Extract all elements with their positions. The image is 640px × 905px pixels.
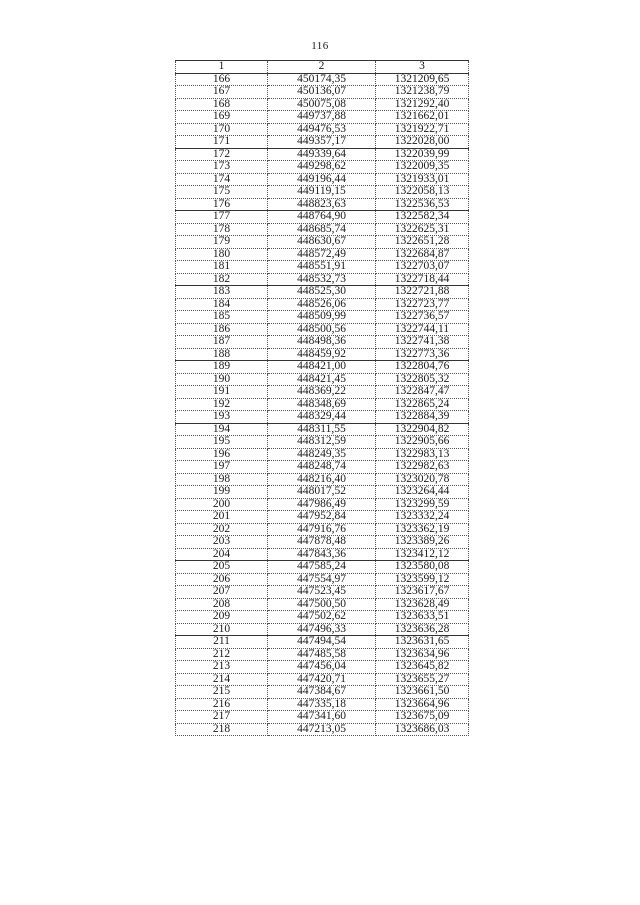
- table-row: [176, 223, 469, 236]
- table-row: [176, 111, 469, 124]
- table-row: [176, 698, 469, 711]
- x-coordinate-cell: 449339,64: [268, 148, 376, 161]
- table-row: [176, 186, 469, 199]
- x-coordinate-cell: 448509,99: [268, 311, 376, 324]
- point-number-cell: 212: [176, 648, 268, 661]
- x-coordinate-cell: 447585,24: [268, 561, 376, 574]
- y-coordinate-cell: 1323412,12: [376, 548, 469, 561]
- y-coordinate-cell: 1323580,08: [376, 561, 469, 574]
- y-coordinate-cell: 1322651,28: [376, 236, 469, 249]
- table-row: [176, 73, 469, 86]
- table-body: [176, 73, 469, 736]
- point-number-cell: 168: [176, 98, 268, 111]
- table-row: [176, 373, 469, 386]
- table-row: [176, 98, 469, 111]
- column-header-3: 3: [376, 61, 469, 74]
- point-number-cell: 189: [176, 361, 268, 374]
- table-row: [176, 648, 469, 661]
- y-coordinate-cell: 1322736,57: [376, 311, 469, 324]
- point-number-cell: 167: [176, 86, 268, 99]
- point-number-cell: 171: [176, 136, 268, 149]
- table-row: [176, 423, 469, 436]
- y-coordinate-cell: 1322058,13: [376, 186, 469, 199]
- table-row: [176, 448, 469, 461]
- x-coordinate-cell: 447843,36: [268, 548, 376, 561]
- x-coordinate-cell: 448312,59: [268, 436, 376, 449]
- table-row: [176, 636, 469, 649]
- x-coordinate-cell: 448017,52: [268, 486, 376, 499]
- y-coordinate-cell: 1322625,31: [376, 223, 469, 236]
- point-number-cell: 214: [176, 673, 268, 686]
- point-number-cell: 184: [176, 298, 268, 311]
- table-row: [176, 173, 469, 186]
- y-coordinate-cell: 1322723,77: [376, 298, 469, 311]
- table-row: [176, 711, 469, 724]
- point-number-cell: 218: [176, 723, 268, 736]
- y-coordinate-cell: 1321238,79: [376, 86, 469, 99]
- x-coordinate-cell: 450174,35: [268, 73, 376, 86]
- table-row: [176, 86, 469, 99]
- point-number-cell: 179: [176, 236, 268, 249]
- table-row: [176, 273, 469, 286]
- table-header-row: [176, 61, 469, 74]
- point-number-cell: 178: [176, 223, 268, 236]
- y-coordinate-cell: 1322982,63: [376, 461, 469, 474]
- y-coordinate-cell: 1323020,78: [376, 473, 469, 486]
- y-coordinate-cell: 1323617,67: [376, 586, 469, 599]
- point-number-cell: 196: [176, 448, 268, 461]
- x-coordinate-cell: 448216,40: [268, 473, 376, 486]
- y-coordinate-cell: 1322028,00: [376, 136, 469, 149]
- x-coordinate-cell: 448532,73: [268, 273, 376, 286]
- point-number-cell: 202: [176, 523, 268, 536]
- x-coordinate-cell: 447213,05: [268, 723, 376, 736]
- y-coordinate-cell: 1323389,26: [376, 536, 469, 549]
- x-coordinate-cell: 447554,97: [268, 573, 376, 586]
- point-number-cell: 215: [176, 686, 268, 699]
- page-number: 116: [311, 40, 329, 52]
- x-coordinate-cell: 448498,36: [268, 336, 376, 349]
- point-number-cell: 180: [176, 248, 268, 261]
- x-coordinate-cell: 447878,48: [268, 536, 376, 549]
- point-number-cell: 213: [176, 661, 268, 674]
- y-coordinate-cell: 1322582,34: [376, 211, 469, 224]
- y-coordinate-cell: 1323686,03: [376, 723, 469, 736]
- point-number-cell: 205: [176, 561, 268, 574]
- x-coordinate-cell: 449476,53: [268, 123, 376, 136]
- y-coordinate-cell: 1322884,39: [376, 411, 469, 424]
- y-coordinate-cell: 1323631,65: [376, 636, 469, 649]
- point-number-cell: 210: [176, 623, 268, 636]
- point-number-cell: 193: [176, 411, 268, 424]
- table-row: [176, 198, 469, 211]
- table-row: [176, 361, 469, 374]
- y-coordinate-cell: 1323628,49: [376, 598, 469, 611]
- point-number-cell: 200: [176, 498, 268, 511]
- point-number-cell: 185: [176, 311, 268, 324]
- point-number-cell: 173: [176, 161, 268, 174]
- y-coordinate-cell: 1323634,96: [376, 648, 469, 661]
- table-row: [176, 348, 469, 361]
- x-coordinate-cell: 448248,74: [268, 461, 376, 474]
- y-coordinate-cell: 1322865,24: [376, 398, 469, 411]
- y-coordinate-cell: 1321662,01: [376, 111, 469, 124]
- x-coordinate-cell: 448249,35: [268, 448, 376, 461]
- x-coordinate-cell: 448630,67: [268, 236, 376, 249]
- table-row: [176, 623, 469, 636]
- point-number-cell: 206: [176, 573, 268, 586]
- x-coordinate-cell: 448421,45: [268, 373, 376, 386]
- table-row: [176, 386, 469, 399]
- point-number-cell: 169: [176, 111, 268, 124]
- y-coordinate-cell: 1322718,44: [376, 273, 469, 286]
- x-coordinate-cell: 448459,92: [268, 348, 376, 361]
- point-number-cell: 198: [176, 473, 268, 486]
- table-row: [176, 148, 469, 161]
- table-row: [176, 436, 469, 449]
- point-number-cell: 203: [176, 536, 268, 549]
- coordinates-table: [175, 60, 469, 736]
- table-row: [176, 261, 469, 274]
- y-coordinate-cell: 1322536,53: [376, 198, 469, 211]
- x-coordinate-cell: 448311,55: [268, 423, 376, 436]
- point-number-cell: 186: [176, 323, 268, 336]
- y-coordinate-cell: 1323264,44: [376, 486, 469, 499]
- y-coordinate-cell: 1322804,76: [376, 361, 469, 374]
- point-number-cell: 209: [176, 611, 268, 624]
- point-number-cell: 195: [176, 436, 268, 449]
- point-number-cell: 170: [176, 123, 268, 136]
- y-coordinate-cell: 1323599,12: [376, 573, 469, 586]
- y-coordinate-cell: 1321292,40: [376, 98, 469, 111]
- point-number-cell: 191: [176, 386, 268, 399]
- table-row: [176, 336, 469, 349]
- x-coordinate-cell: 447496,33: [268, 623, 376, 636]
- y-coordinate-cell: 1322905,66: [376, 436, 469, 449]
- x-coordinate-cell: 450075,08: [268, 98, 376, 111]
- table-row: [176, 398, 469, 411]
- x-coordinate-cell: 450136,07: [268, 86, 376, 99]
- table-row: [176, 473, 469, 486]
- column-header-2: 2: [268, 61, 376, 74]
- column-header-1: 1: [176, 61, 268, 74]
- table-row: [176, 123, 469, 136]
- point-number-cell: 172: [176, 148, 268, 161]
- y-coordinate-cell: 1323299,59: [376, 498, 469, 511]
- table-row: [176, 723, 469, 736]
- table-row: [176, 211, 469, 224]
- x-coordinate-cell: 447485,58: [268, 648, 376, 661]
- x-coordinate-cell: 448421,00: [268, 361, 376, 374]
- y-coordinate-cell: 1322983,13: [376, 448, 469, 461]
- point-number-cell: 194: [176, 423, 268, 436]
- point-number-cell: 207: [176, 586, 268, 599]
- point-number-cell: 182: [176, 273, 268, 286]
- x-coordinate-cell: 448348,69: [268, 398, 376, 411]
- point-number-cell: 176: [176, 198, 268, 211]
- x-coordinate-cell: 447494,54: [268, 636, 376, 649]
- y-coordinate-cell: 1322039,99: [376, 148, 469, 161]
- point-number-cell: 181: [176, 261, 268, 274]
- x-coordinate-cell: 447384,67: [268, 686, 376, 699]
- y-coordinate-cell: 1322009,35: [376, 161, 469, 174]
- y-coordinate-cell: 1323661,50: [376, 686, 469, 699]
- y-coordinate-cell: 1322904,82: [376, 423, 469, 436]
- y-coordinate-cell: 1323655,27: [376, 673, 469, 686]
- x-coordinate-cell: 448551,91: [268, 261, 376, 274]
- y-coordinate-cell: 1321922,71: [376, 123, 469, 136]
- y-coordinate-cell: 1321209,65: [376, 73, 469, 86]
- x-coordinate-cell: 447916,76: [268, 523, 376, 536]
- y-coordinate-cell: 1322805,32: [376, 373, 469, 386]
- table-row: [176, 411, 469, 424]
- point-number-cell: 211: [176, 636, 268, 649]
- point-number-cell: 208: [176, 598, 268, 611]
- y-coordinate-cell: 1322703,07: [376, 261, 469, 274]
- table-row: [176, 586, 469, 599]
- table-row: [176, 611, 469, 624]
- point-number-cell: 183: [176, 286, 268, 299]
- y-coordinate-cell: 1323332,24: [376, 511, 469, 524]
- table-row: [176, 286, 469, 299]
- table-row: [176, 686, 469, 699]
- x-coordinate-cell: 449357,17: [268, 136, 376, 149]
- x-coordinate-cell: 447523,45: [268, 586, 376, 599]
- table-row: [176, 536, 469, 549]
- x-coordinate-cell: 448526,06: [268, 298, 376, 311]
- point-number-cell: 192: [176, 398, 268, 411]
- x-coordinate-cell: 447500,50: [268, 598, 376, 611]
- x-coordinate-cell: 447420,71: [268, 673, 376, 686]
- point-number-cell: 188: [176, 348, 268, 361]
- table-row: [176, 298, 469, 311]
- y-coordinate-cell: 1323362,19: [376, 523, 469, 536]
- x-coordinate-cell: 448572,49: [268, 248, 376, 261]
- point-number-cell: 174: [176, 173, 268, 186]
- x-coordinate-cell: 449298,62: [268, 161, 376, 174]
- y-coordinate-cell: 1322847,47: [376, 386, 469, 399]
- point-number-cell: 216: [176, 698, 268, 711]
- table-row: [176, 136, 469, 149]
- y-coordinate-cell: 1322684,87: [376, 248, 469, 261]
- point-number-cell: 190: [176, 373, 268, 386]
- point-number-cell: 199: [176, 486, 268, 499]
- point-number-cell: 166: [176, 73, 268, 86]
- y-coordinate-cell: 1322721,88: [376, 286, 469, 299]
- x-coordinate-cell: 447986,49: [268, 498, 376, 511]
- table-row: [176, 248, 469, 261]
- x-coordinate-cell: 448500,56: [268, 323, 376, 336]
- table-row: [176, 598, 469, 611]
- point-number-cell: 217: [176, 711, 268, 724]
- table-row: [176, 486, 469, 499]
- x-coordinate-cell: 449119,15: [268, 186, 376, 199]
- x-coordinate-cell: 449737,88: [268, 111, 376, 124]
- point-number-cell: 201: [176, 511, 268, 524]
- x-coordinate-cell: 447456,04: [268, 661, 376, 674]
- point-number-cell: 197: [176, 461, 268, 474]
- table-row: [176, 511, 469, 524]
- x-coordinate-cell: 449196,44: [268, 173, 376, 186]
- x-coordinate-cell: 448525,30: [268, 286, 376, 299]
- table-row: [176, 236, 469, 249]
- y-coordinate-cell: 1322741,38: [376, 336, 469, 349]
- x-coordinate-cell: 448823,63: [268, 198, 376, 211]
- point-number-cell: 175: [176, 186, 268, 199]
- y-coordinate-cell: 1323664,96: [376, 698, 469, 711]
- table-row: [176, 161, 469, 174]
- point-number-cell: 204: [176, 548, 268, 561]
- y-coordinate-cell: 1323633,51: [376, 611, 469, 624]
- table-row: [176, 323, 469, 336]
- table-row: [176, 661, 469, 674]
- y-coordinate-cell: 1323636,28: [376, 623, 469, 636]
- y-coordinate-cell: 1322744,11: [376, 323, 469, 336]
- table-row: [176, 461, 469, 474]
- x-coordinate-cell: 447952,84: [268, 511, 376, 524]
- table-row: [176, 673, 469, 686]
- x-coordinate-cell: 448764,90: [268, 211, 376, 224]
- y-coordinate-cell: 1322773,36: [376, 348, 469, 361]
- y-coordinate-cell: 1323645,82: [376, 661, 469, 674]
- point-number-cell: 177: [176, 211, 268, 224]
- table-row: [176, 523, 469, 536]
- table-row: [176, 548, 469, 561]
- x-coordinate-cell: 448369,22: [268, 386, 376, 399]
- table-row: [176, 498, 469, 511]
- y-coordinate-cell: 1321933,01: [376, 173, 469, 186]
- x-coordinate-cell: 448329,44: [268, 411, 376, 424]
- table-row: [176, 573, 469, 586]
- x-coordinate-cell: 447502,62: [268, 611, 376, 624]
- table-row: [176, 311, 469, 324]
- point-number-cell: 187: [176, 336, 268, 349]
- x-coordinate-cell: 447335,18: [268, 698, 376, 711]
- x-coordinate-cell: 448685,74: [268, 223, 376, 236]
- table-row: [176, 561, 469, 574]
- x-coordinate-cell: 447341,60: [268, 711, 376, 724]
- y-coordinate-cell: 1323675,09: [376, 711, 469, 724]
